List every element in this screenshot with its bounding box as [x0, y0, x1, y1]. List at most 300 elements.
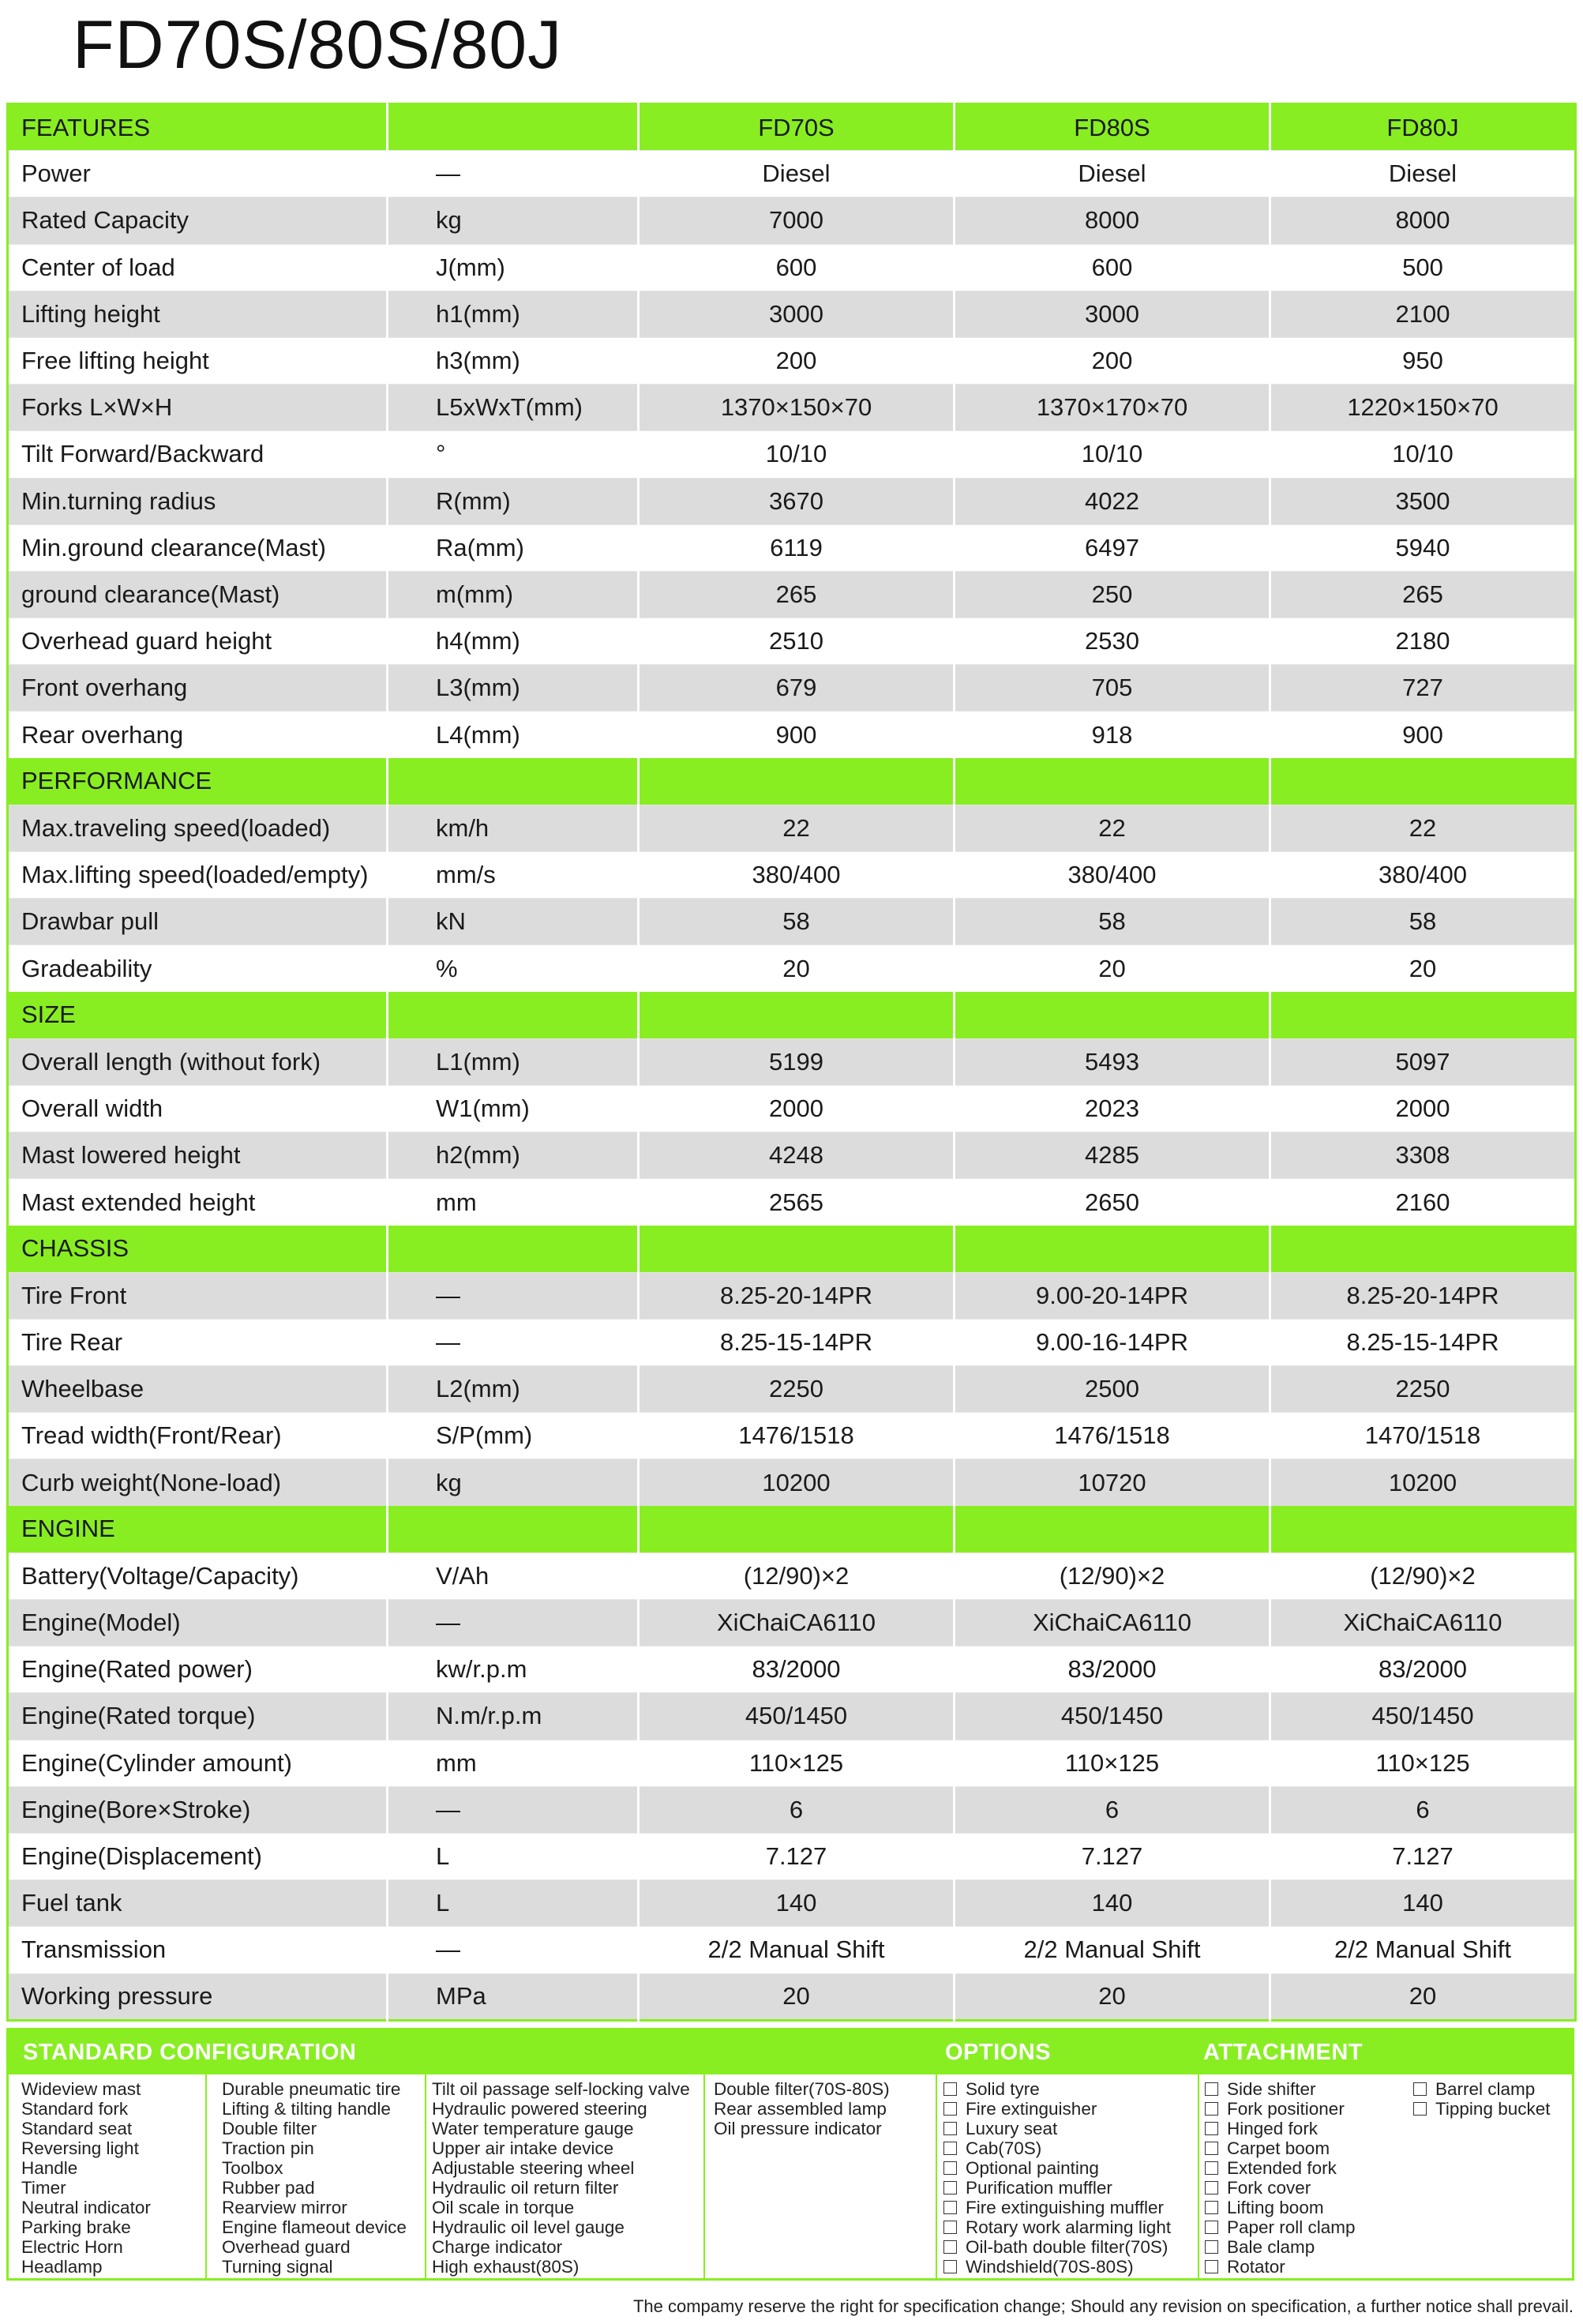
item-label: Purification muffler [966, 2178, 1112, 2198]
spec-value: 5493 [955, 1038, 1270, 1085]
spec-value: 20 [955, 945, 1270, 992]
config-item [222, 2257, 407, 2277]
spec-value: 4248 [639, 1132, 955, 1179]
config-item [222, 2138, 407, 2158]
spec-label: Engine(Rated torque) [8, 1693, 388, 1740]
config-item [432, 2119, 690, 2138]
spec-row [8, 665, 1576, 711]
checkbox-square-icon [943, 2260, 957, 2273]
spec-value: 3670 [639, 478, 955, 524]
checkbox-square-icon [1205, 2102, 1218, 2116]
checkbox-square-icon [1205, 2240, 1218, 2254]
spec-row [8, 805, 1576, 851]
item-label: Paper roll clamp [1227, 2217, 1356, 2237]
spec-value: 5199 [639, 1038, 955, 1085]
standard-config-list [222, 2079, 407, 2277]
spec-value: 2/2 Manual Shift [639, 1927, 955, 1973]
spec-row [8, 1413, 1576, 1459]
item-label: Toolbox [222, 2158, 283, 2178]
config-item [21, 2138, 151, 2158]
spec-value: 58 [1270, 899, 1576, 945]
spec-value: 10720 [955, 1459, 1270, 1506]
spec-value: 2/2 Manual Shift [1270, 1927, 1576, 1973]
spec-value: 450/1450 [639, 1693, 955, 1740]
spec-value: 2250 [639, 1366, 955, 1413]
checkbox-item [942, 2119, 1171, 2138]
item-label: Windshield(70S-80S) [966, 2257, 1134, 2277]
spec-value: 9.00-20-14PR [955, 1272, 1270, 1319]
spec-value: 83/2000 [1270, 1646, 1576, 1693]
spec-value: 2250 [1270, 1366, 1576, 1413]
spec-value: 10/10 [639, 431, 955, 478]
checkbox-item [1203, 2138, 1356, 2158]
spec-value: 20 [1270, 1973, 1576, 2020]
checkbox-item [942, 2079, 1171, 2099]
spec-value: (12/90)×2 [955, 1552, 1270, 1599]
config-item [21, 2119, 151, 2138]
section-header-row [8, 104, 1576, 151]
spec-value: 600 [639, 244, 955, 291]
item-label: Timer [21, 2178, 66, 2198]
config-item [21, 2178, 151, 2198]
section-header-row [8, 992, 1576, 1038]
config-item [432, 2079, 690, 2099]
spec-row [8, 1085, 1576, 1132]
item-label: Double filter [222, 2119, 317, 2138]
item-label: Side shifter [1227, 2079, 1316, 2099]
spec-row [8, 1740, 1576, 1786]
section-label: ENGINE [8, 1506, 388, 1552]
item-label: Rubber pad [222, 2178, 315, 2198]
checkbox-item [1203, 2198, 1356, 2217]
item-label: Rear assembled lamp [714, 2099, 887, 2119]
checkbox-item [942, 2138, 1171, 2158]
item-label: Fork positioner [1227, 2099, 1345, 2119]
item-label: Durable pneumatic tire [222, 2079, 401, 2099]
spec-row [8, 385, 1576, 431]
spec-row [8, 711, 1576, 758]
spec-unit: L2(mm) [388, 1366, 639, 1413]
item-label: Adjustable steering wheel [432, 2158, 635, 2178]
item-label: Overhead guard [222, 2237, 351, 2257]
column-divider [425, 2074, 426, 2278]
configuration-header [9, 2030, 1572, 2074]
standard-configuration-heading: STANDARD CONFIGURATION [23, 2040, 357, 2065]
checkbox-square-icon [943, 2240, 957, 2254]
checkbox-item [942, 2178, 1171, 2198]
section-label: SIZE [8, 992, 388, 1038]
spec-label: Front overhang [8, 665, 388, 711]
spec-unit: — [388, 1927, 639, 1973]
spec-unit: — [388, 1786, 639, 1833]
spec-value: 10200 [639, 1459, 955, 1506]
spec-label: Overhead guard height [8, 618, 388, 665]
checkbox-item [1203, 2257, 1356, 2277]
model-heading [955, 758, 1270, 805]
checkbox-square-icon [943, 2122, 957, 2135]
spec-label: Wheelbase [8, 1366, 388, 1413]
checkbox-square-icon [943, 2102, 957, 2116]
config-item [222, 2178, 407, 2198]
spec-row [8, 1973, 1576, 2020]
item-label: Oil-bath double filter(70S) [966, 2237, 1168, 2257]
spec-row [8, 337, 1576, 384]
spec-unit: J(mm) [388, 244, 639, 291]
spec-row [8, 431, 1576, 478]
spec-label: Tread width(Front/Rear) [8, 1413, 388, 1459]
item-label: Fork cover [1227, 2178, 1311, 2198]
spec-value: 2160 [1270, 1179, 1576, 1226]
standard-config-list [714, 2079, 890, 2138]
spec-label: Transmission [8, 1927, 388, 1973]
spec-label: Rated Capacity [8, 197, 388, 244]
spec-row [8, 244, 1576, 291]
checkbox-item [942, 2217, 1171, 2237]
spec-value: 1370×150×70 [639, 385, 955, 431]
spec-value: 6497 [955, 524, 1270, 571]
item-label: Engine flameout device [222, 2217, 407, 2237]
section-label: PERFORMANCE [8, 758, 388, 805]
spec-value: 8.25-20-14PR [1270, 1272, 1576, 1319]
config-item [222, 2119, 407, 2138]
item-label: Solid tyre [966, 2079, 1040, 2099]
spec-row [8, 1038, 1576, 1085]
checkbox-square-icon [1205, 2260, 1218, 2273]
item-label: Oil scale in torque [432, 2198, 575, 2217]
spec-unit [388, 1506, 639, 1552]
spec-unit: mm [388, 1740, 639, 1786]
item-label: Rotator [1227, 2257, 1285, 2277]
checkbox-square-icon [1205, 2221, 1218, 2234]
spec-value: 265 [1270, 571, 1576, 618]
spec-value: 4285 [955, 1132, 1270, 1179]
spec-value: 2510 [639, 618, 955, 665]
spec-label: Curb weight(None-load) [8, 1459, 388, 1506]
checkbox-square-icon [1205, 2122, 1218, 2135]
spec-label: Mast extended height [8, 1179, 388, 1226]
spec-value: 265 [639, 571, 955, 618]
spec-value: 450/1450 [1270, 1693, 1576, 1740]
spec-unit: — [388, 1319, 639, 1365]
spec-row [8, 1132, 1576, 1179]
spec-unit: L3(mm) [388, 665, 639, 711]
item-label: Oil pressure indicator [714, 2119, 882, 2138]
spec-value: 380/400 [639, 852, 955, 899]
spec-value: 5940 [1270, 524, 1576, 571]
spec-value: 10/10 [955, 431, 1270, 478]
item-label: Fire extinguishing muffler [966, 2198, 1164, 2217]
spec-value: 1370×170×70 [955, 385, 1270, 431]
config-item [21, 2217, 151, 2237]
config-item [432, 2217, 690, 2237]
section-header-row [8, 1506, 1576, 1552]
spec-value: 5097 [1270, 1038, 1576, 1085]
checkbox-item [1412, 2079, 1551, 2099]
config-item [432, 2158, 690, 2178]
spec-label: Center of load [8, 244, 388, 291]
spec-value: 22 [1270, 805, 1576, 851]
spec-value: 1220×150×70 [1270, 385, 1576, 431]
spec-label: Tire Front [8, 1272, 388, 1319]
config-item [21, 2099, 151, 2119]
spec-unit: L [388, 1833, 639, 1879]
config-item [432, 2099, 690, 2119]
spec-value: 58 [639, 899, 955, 945]
spec-value: 705 [955, 665, 1270, 711]
config-item [21, 2257, 151, 2277]
spec-value: 8000 [1270, 197, 1576, 244]
spec-value: Diesel [1270, 151, 1576, 197]
spec-row [8, 1927, 1576, 1973]
item-label: Charge indicator [432, 2237, 563, 2257]
spec-value: 8000 [955, 197, 1270, 244]
spec-unit: kN [388, 899, 639, 945]
spec-label: Engine(Cylinder amount) [8, 1740, 388, 1786]
config-item [432, 2198, 690, 2217]
spec-label: Engine(Model) [8, 1600, 388, 1646]
section-label: FEATURES [8, 104, 388, 151]
spec-value: 7000 [639, 197, 955, 244]
config-item [222, 2237, 407, 2257]
spec-row [8, 571, 1576, 618]
checkbox-item [942, 2198, 1171, 2217]
model-heading: FD70S [639, 104, 955, 151]
spec-value: 600 [955, 244, 1270, 291]
item-label: Fire extinguisher [966, 2099, 1097, 2119]
item-label: Standard seat [21, 2119, 133, 2138]
spec-unit: — [388, 151, 639, 197]
spec-value: 2565 [639, 1179, 955, 1226]
options-list [942, 2079, 1171, 2277]
spec-unit [388, 104, 639, 151]
spec-label: Min.turning radius [8, 478, 388, 524]
spec-value: 140 [1270, 1880, 1576, 1927]
spec-label: Power [8, 151, 388, 197]
spec-row [8, 1319, 1576, 1365]
spec-value: 8.25-15-14PR [639, 1319, 955, 1365]
checkbox-square-icon [943, 2161, 957, 2175]
spec-value: 7.127 [955, 1833, 1270, 1879]
spec-unit: Ra(mm) [388, 524, 639, 571]
item-label: Bale clamp [1227, 2237, 1315, 2257]
spec-value: 900 [1270, 711, 1576, 758]
item-label: Handle [21, 2158, 78, 2178]
spec-label: Engine(Displacement) [8, 1833, 388, 1879]
item-label: High exhaust(80S) [432, 2257, 580, 2277]
spec-label: Tire Rear [8, 1319, 388, 1365]
spec-value: 200 [639, 337, 955, 384]
spec-row [8, 852, 1576, 899]
checkbox-square-icon [1413, 2082, 1427, 2096]
checkbox-square-icon [1205, 2161, 1218, 2175]
spec-label: Lifting height [8, 291, 388, 337]
item-label: Traction pin [222, 2138, 314, 2158]
item-label: Extended fork [1227, 2158, 1337, 2178]
spec-value: 110×125 [955, 1740, 1270, 1786]
item-label: Lifting boom [1227, 2198, 1324, 2217]
config-item [222, 2158, 407, 2178]
spec-row [8, 1833, 1576, 1879]
spec-value: 3000 [639, 291, 955, 337]
model-heading [639, 1226, 955, 1272]
spec-row [8, 1366, 1576, 1413]
spec-value: 200 [955, 337, 1270, 384]
checkbox-item [1203, 2158, 1356, 2178]
spec-value: 22 [639, 805, 955, 851]
spec-label: Max.traveling speed(loaded) [8, 805, 388, 851]
spec-value: XiChaiCA6110 [1270, 1600, 1576, 1646]
config-item [222, 2099, 407, 2119]
spec-row [8, 1693, 1576, 1740]
spec-row [8, 1600, 1576, 1646]
spec-row [8, 618, 1576, 665]
spec-value: 450/1450 [955, 1693, 1270, 1740]
checkbox-square-icon [943, 2082, 957, 2096]
item-label: Barrel clamp [1435, 2079, 1536, 2099]
spec-value: 3500 [1270, 478, 1576, 524]
spec-value: 7.127 [639, 1833, 955, 1879]
spec-value: 679 [639, 665, 955, 711]
spec-unit [388, 1226, 639, 1272]
spec-value: 58 [955, 899, 1270, 945]
model-heading: FD80S [955, 104, 1270, 151]
spec-unit [388, 758, 639, 805]
spec-row [8, 1786, 1576, 1833]
spec-label: Engine(Bore×Stroke) [8, 1786, 388, 1833]
spec-value: 250 [955, 571, 1270, 618]
config-item [222, 2198, 407, 2217]
spec-value: 83/2000 [955, 1646, 1270, 1693]
item-label: Water temperature gauge [432, 2119, 634, 2138]
item-label: Turning signal [222, 2257, 333, 2277]
checkbox-square-icon [1205, 2181, 1218, 2194]
item-label: Neutral indicator [21, 2198, 151, 2217]
checkbox-item [942, 2257, 1171, 2277]
spec-value: 2100 [1270, 291, 1576, 337]
spec-value: 140 [639, 1880, 955, 1927]
spec-value: 6 [1270, 1786, 1576, 1833]
item-label: Cab(70S) [966, 2138, 1042, 2158]
config-item [714, 2079, 890, 2099]
spec-row [8, 1179, 1576, 1226]
checkbox-square-icon [1205, 2142, 1218, 2155]
spec-value: 3308 [1270, 1132, 1576, 1179]
spec-value: XiChaiCA6110 [955, 1600, 1270, 1646]
spec-unit: kg [388, 1459, 639, 1506]
standard-config-list [21, 2079, 151, 2277]
item-label: Hydraulic oil level gauge [432, 2217, 625, 2237]
spec-unit: mm/s [388, 852, 639, 899]
checkbox-item [1203, 2119, 1356, 2138]
spec-row [8, 899, 1576, 945]
item-label: Wideview mast [21, 2079, 141, 2099]
spec-row [8, 1646, 1576, 1693]
spec-label: Tilt Forward/Backward [8, 431, 388, 478]
config-item [432, 2257, 690, 2277]
column-divider [205, 2074, 207, 2278]
spec-unit: ° [388, 431, 639, 478]
spec-value: 2/2 Manual Shift [955, 1927, 1270, 1973]
model-heading [1270, 758, 1576, 805]
item-label: Standard fork [21, 2099, 129, 2119]
spec-value: 2650 [955, 1179, 1270, 1226]
spec-value: 380/400 [955, 852, 1270, 899]
spec-row [8, 1552, 1576, 1599]
spec-table [6, 103, 1577, 2022]
spec-unit: h3(mm) [388, 337, 639, 384]
spec-value: 500 [1270, 244, 1576, 291]
column-divider [703, 2074, 705, 2278]
spec-unit: L [388, 1880, 639, 1927]
item-label: Upper air intake device [432, 2138, 614, 2158]
checkbox-item [1203, 2178, 1356, 2198]
item-label: Tipping bucket [1435, 2099, 1551, 2119]
spec-value: (12/90)×2 [1270, 1552, 1576, 1599]
checkbox-square-icon [1205, 2201, 1218, 2214]
spec-value: 2023 [955, 1085, 1270, 1132]
spec-unit: N.m/r.p.m [388, 1693, 639, 1740]
spec-value: 6 [955, 1786, 1270, 1833]
spec-label: Drawbar pull [8, 899, 388, 945]
item-label: Lifting & tilting handle [222, 2099, 391, 2119]
spec-row [8, 945, 1576, 992]
spec-value: 8.25-20-14PR [639, 1272, 955, 1319]
item-label: Hydraulic oil return filter [432, 2178, 619, 2198]
checkbox-item [1203, 2079, 1356, 2099]
spec-unit: L5xWxT(mm) [388, 385, 639, 431]
spec-unit: S/P(mm) [388, 1413, 639, 1459]
spec-label: ground clearance(Mast) [8, 571, 388, 618]
attachment-heading: ATTACHMENT [1203, 2040, 1364, 2065]
config-item [21, 2079, 151, 2099]
spec-value: 20 [639, 1973, 955, 2020]
spec-value: 2500 [955, 1366, 1270, 1413]
config-item [714, 2119, 890, 2138]
config-item [432, 2138, 690, 2158]
spec-value: 8.25-15-14PR [1270, 1319, 1576, 1365]
spec-value: 10/10 [1270, 431, 1576, 478]
item-label: Hinged fork [1227, 2119, 1319, 2138]
spec-label: Gradeability [8, 945, 388, 992]
item-label: Tilt oil passage self-locking valve [432, 2079, 690, 2099]
attachment-list [1412, 2079, 1551, 2119]
checkbox-square-icon [943, 2221, 957, 2234]
spec-value: XiChaiCA6110 [639, 1600, 955, 1646]
config-item [432, 2178, 690, 2198]
spec-unit: mm [388, 1179, 639, 1226]
spec-row [8, 478, 1576, 524]
checkbox-square-icon [1205, 2082, 1218, 2096]
spec-unit: kg [388, 197, 639, 244]
config-item [21, 2158, 151, 2178]
item-label: Headlamp [21, 2257, 103, 2277]
item-label: Electric Horn [21, 2237, 123, 2257]
spec-value: 83/2000 [639, 1646, 955, 1693]
spec-value: 7.127 [1270, 1833, 1576, 1879]
config-item [21, 2237, 151, 2257]
spec-unit: % [388, 945, 639, 992]
spec-unit: h1(mm) [388, 291, 639, 337]
spec-label: Engine(Rated power) [8, 1646, 388, 1693]
spec-unit: L4(mm) [388, 711, 639, 758]
spec-value: 950 [1270, 337, 1576, 384]
column-divider [936, 2074, 937, 2278]
spec-label: Rear overhang [8, 711, 388, 758]
checkbox-item [1203, 2217, 1356, 2237]
checkbox-square-icon [943, 2181, 957, 2194]
spec-unit: L1(mm) [388, 1038, 639, 1085]
checkbox-square-icon [943, 2142, 957, 2155]
